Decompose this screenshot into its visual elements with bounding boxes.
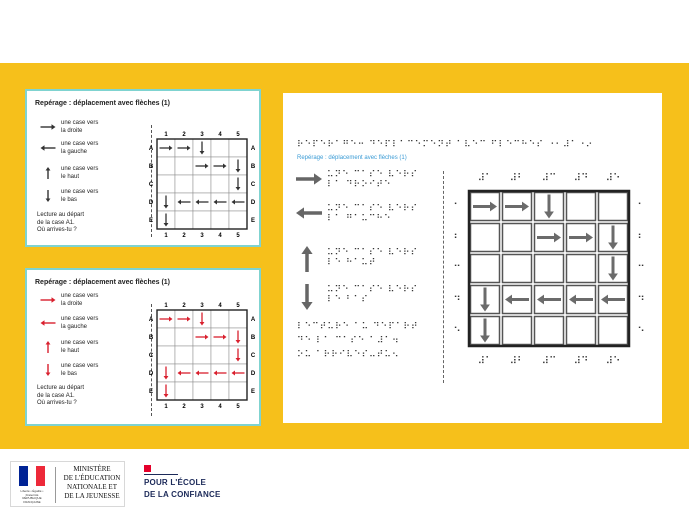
braille-row-label: ⠑ [453, 326, 461, 338]
exercise-card-red [25, 268, 261, 426]
ministry-name: MINISTÈRE DE L'ÉDUCATION NATIONALE ET DE LA JEUNESSE [63, 465, 121, 500]
legend-up-text: une case vers le haut [61, 166, 99, 180]
braille-row-label: ⠉ [453, 264, 461, 276]
braille-legend-up: ⠥⠝⠑ ⠉⠁⠎⠑ ⠧⠑⠗⠎ ⠇⠑ ⠓⠁⠥⠞ [327, 248, 419, 268]
braille-grid-cell [471, 224, 500, 252]
row-label: E [250, 218, 256, 224]
braille-column-label: ⠼⠉ [541, 173, 557, 184]
up-arrow-icon [301, 246, 312, 272]
row-label: E [250, 389, 256, 395]
down-arrow-icon [39, 364, 57, 376]
grid-cell [193, 211, 211, 229]
card-title: Repérage : déplacement avec flèches (1) [35, 279, 171, 286]
braille-row-label: ⠉ [637, 264, 645, 276]
braille-column-label: ⠼⠁ [477, 356, 493, 367]
braille-grid-cell [567, 255, 596, 283]
column-label: 4 [218, 303, 222, 309]
row-label: B [148, 335, 154, 341]
grid-cell [211, 310, 229, 328]
red-square-mark [144, 465, 151, 472]
left-arrow-icon [295, 205, 323, 226]
row-label: E [148, 218, 154, 224]
grid-cell [175, 211, 193, 229]
braille-grid-cell [567, 193, 596, 221]
right-arrow-icon [295, 171, 323, 192]
column-label: 2 [182, 132, 186, 138]
braille-row-label: ⠃ [453, 233, 461, 245]
right-arrow-icon [41, 297, 56, 303]
row-label: B [250, 164, 256, 170]
row-label: B [148, 164, 154, 170]
grid-cell [175, 328, 193, 346]
braille-grid-cell [599, 317, 628, 345]
grid-cell [175, 346, 193, 364]
down-arrow-icon [39, 190, 57, 202]
right-arrow-icon [296, 173, 322, 184]
grid-cell [229, 310, 247, 328]
right-arrow-icon [39, 121, 57, 133]
legend-right-text: une case vers la droite [61, 293, 99, 307]
legend-down-text: une case vers le bas [61, 189, 99, 203]
braille-grid-cell [535, 317, 564, 345]
legend-left-text: une case vers la gauche [61, 316, 99, 330]
braille-legend-right: ⠥⠝⠑ ⠉⠁⠎⠑ ⠧⠑⠗⠎ ⠇⠁ ⠙⠗⠕⠊⠞⠑ [327, 170, 419, 190]
grid-cell [211, 139, 229, 157]
braille-row-label: ⠙ [453, 295, 461, 307]
braille-column-label: ⠼⠑ [605, 356, 621, 367]
braille-grid-cell [503, 317, 532, 345]
ecole-line-1: POUR L'ÉCOLE [144, 478, 207, 487]
left-arrow-icon [41, 145, 56, 151]
card-title: Repérage : déplacement avec flèches (1) [35, 100, 171, 107]
braille-grid-cell [503, 224, 532, 252]
grid-cell [211, 382, 229, 400]
braille-column-label: ⠼⠃ [509, 356, 525, 367]
column-label: 4 [218, 404, 222, 410]
grid-cell [193, 382, 211, 400]
up-arrow-icon [39, 341, 57, 353]
column-label: 1 [164, 132, 168, 138]
braille-column-label: ⠼⠑ [605, 173, 621, 184]
braille-grid-cell [535, 255, 564, 283]
grid-cell [229, 139, 247, 157]
column-label: 4 [218, 233, 222, 239]
grid-cell [157, 346, 175, 364]
grid-cell [175, 175, 193, 193]
row-label: A [148, 317, 154, 323]
braille-grid-cell [599, 193, 628, 221]
braille-row-label: ⠑ [637, 326, 645, 338]
left-arrow-icon [39, 317, 57, 329]
braille-column-label: ⠼⠃ [509, 173, 525, 184]
right-arrow-icon [41, 124, 56, 130]
grid-cell [229, 211, 247, 229]
ministry-logo [10, 461, 125, 507]
exercise-card-black [25, 89, 261, 247]
logo-divider [55, 467, 56, 503]
row-label: C [148, 182, 154, 188]
braille-row-label: ⠁ [453, 202, 461, 214]
grid-cell [193, 175, 211, 193]
grid-cell [211, 211, 229, 229]
braille-arrow-grid [447, 169, 659, 369]
braille-page-subtitle: Repérage : déplacement avec flèches (1) [297, 155, 407, 161]
braille-title: ⠗⠑⠏⠑⠗⠁⠛⠑⠒ ⠙⠑⠏⠇⠁⠉⠑⠍⠑⠝⠞ ⠁⠧⠑⠉ ⠋⠇⠑⠉⠓⠑⠎ ⠐⠂⠼⠁⠐⠔ [297, 140, 594, 150]
up-arrow-icon [46, 341, 51, 353]
column-label: 3 [200, 404, 204, 410]
question-text: Lecture au départ de la case A1. Où arrives-tu ? [37, 385, 85, 406]
row-label: D [148, 200, 154, 206]
braille-column-label: ⠼⠙ [573, 173, 589, 184]
left-arrow-icon [296, 207, 322, 218]
up-arrow-icon [299, 245, 315, 278]
legend-down-text: une case vers le bas [61, 363, 99, 377]
column-label: 2 [182, 233, 186, 239]
row-label: A [250, 146, 256, 152]
grid-cell [157, 175, 175, 193]
grid-cell [193, 346, 211, 364]
republic-name: RÉPUBLIQUE FRANÇAISE [22, 496, 42, 504]
column-label: 5 [236, 303, 240, 309]
up-arrow-icon [46, 167, 51, 179]
left-arrow-icon [39, 142, 57, 154]
grid-cell [211, 175, 229, 193]
column-label: 5 [236, 132, 240, 138]
row-label: A [148, 146, 154, 152]
row-label: D [250, 371, 256, 377]
grid-cell [175, 382, 193, 400]
republic-motto: Liberté • Égalité • Fraternité [20, 489, 44, 497]
column-label: 1 [164, 303, 168, 309]
column-label: 2 [182, 404, 186, 410]
down-arrow-icon [46, 190, 51, 202]
braille-column-label: ⠼⠁ [477, 173, 493, 184]
row-label: C [250, 182, 256, 188]
braille-question: ⠇⠑⠉⠞⠥⠗⠑ ⠁⠥ ⠙⠑⠏⠁⠗⠞ ⠙⠑ ⠇⠁ ⠉⠁⠎⠑ ⠁⠼⠁⠲ ⠕⠥ ⠁⠗⠗⠊⠧⠑⠎⠤⠞⠥⠢ [297, 322, 419, 360]
row-label: E [148, 389, 154, 395]
up-arrow-icon [39, 167, 57, 179]
row-label: B [250, 335, 256, 341]
arrow-grid [135, 127, 261, 241]
column-label: 1 [164, 233, 168, 239]
ecole-confiance-logo [140, 465, 246, 511]
column-label: 3 [200, 132, 204, 138]
row-label: A [250, 317, 256, 323]
logo-rule [144, 474, 178, 475]
down-arrow-icon [299, 283, 315, 316]
down-arrow-icon [46, 364, 51, 376]
left-arrow-icon [41, 320, 56, 326]
row-label: C [148, 353, 154, 359]
row-label: D [250, 200, 256, 206]
question-text: Lecture au départ de la case A1. Où arrives-tu ? [37, 212, 85, 233]
braille-grid-cell [471, 255, 500, 283]
braille-legend-left: ⠥⠝⠑ ⠉⠁⠎⠑ ⠧⠑⠗⠎ ⠇⠁ ⠛⠁⠥⠉⠓⠑ [327, 204, 419, 224]
braille-column-label: ⠼⠉ [541, 356, 557, 367]
column-label: 2 [182, 303, 186, 309]
row-label: C [250, 353, 256, 359]
ecole-line-2: DE LA CONFIANCE [144, 490, 221, 499]
column-label: 3 [200, 303, 204, 309]
column-label: 3 [200, 233, 204, 239]
column-label: 1 [164, 404, 168, 410]
legend-right-text: une case vers la droite [61, 120, 99, 134]
braille-legend-down: ⠥⠝⠑ ⠉⠁⠎⠑ ⠧⠑⠗⠎ ⠇⠑ ⠃⠁⠎ [327, 285, 419, 305]
right-arrow-icon [39, 294, 57, 306]
grid-cell [157, 328, 175, 346]
grid-cell [211, 346, 229, 364]
column-label: 5 [236, 233, 240, 239]
braille-page-divider [443, 171, 444, 383]
braille-row-label: ⠙ [637, 295, 645, 307]
legend-left-text: une case vers la gauche [61, 141, 99, 155]
column-label: 5 [236, 404, 240, 410]
arrow-grid [135, 298, 261, 412]
braille-grid-cell [567, 317, 596, 345]
french-flag-icon [19, 466, 45, 486]
braille-column-label: ⠼⠙ [573, 356, 589, 367]
column-label: 4 [218, 132, 222, 138]
braille-row-label: ⠃ [637, 233, 645, 245]
grid-cell [229, 382, 247, 400]
row-label: D [148, 371, 154, 377]
braille-row-label: ⠁ [637, 202, 645, 214]
legend-up-text: une case vers le haut [61, 340, 99, 354]
braille-grid-cell [503, 255, 532, 283]
down-arrow-icon [301, 284, 312, 310]
braille-page [283, 93, 662, 423]
grid-cell [157, 157, 175, 175]
grid-cell [175, 157, 193, 175]
